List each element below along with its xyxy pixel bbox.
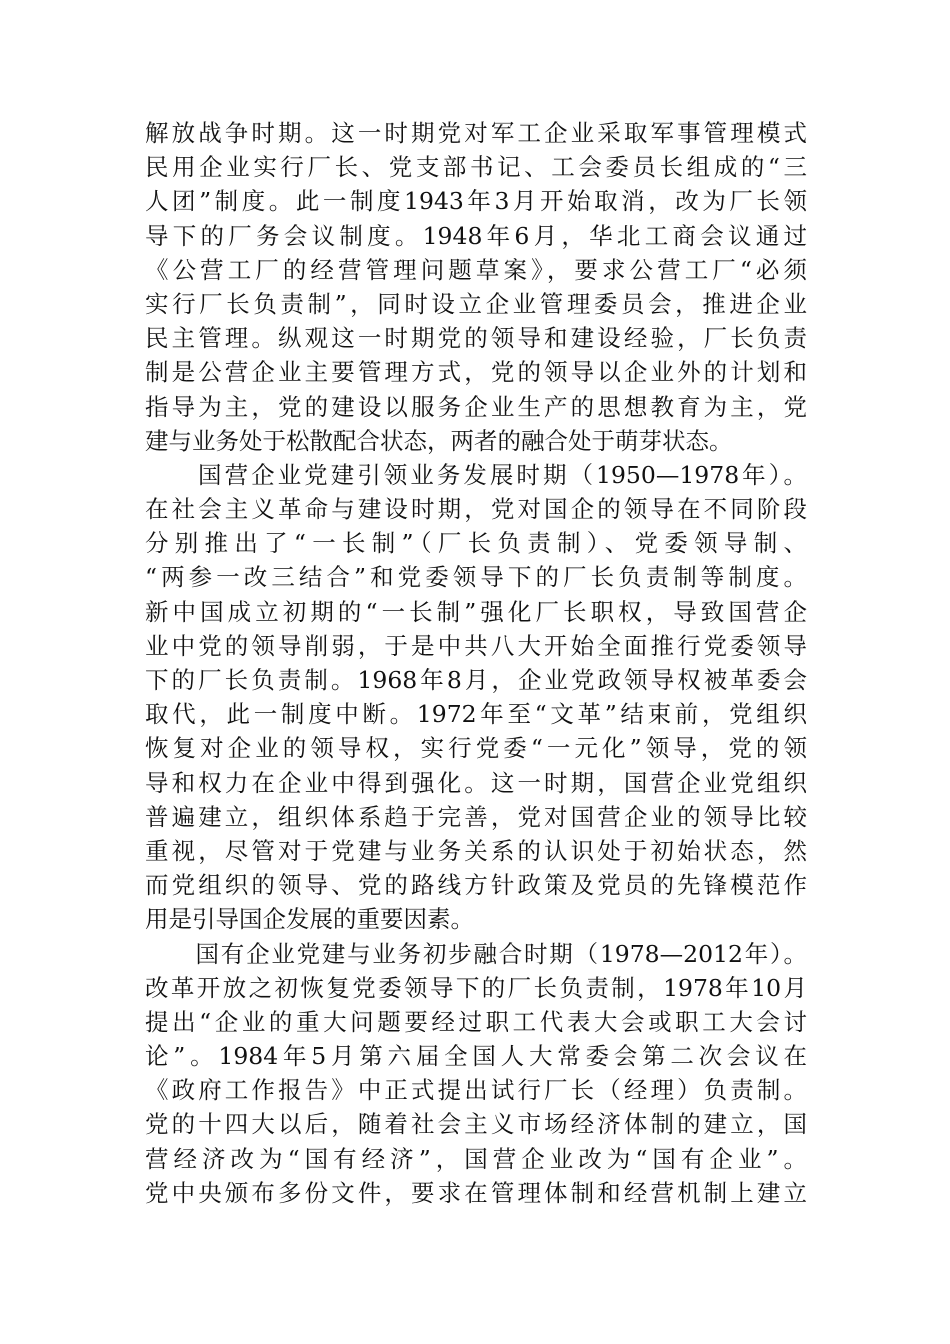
text-line: 重视，尽管对于党建与业务关系的认识处于初始状态，然 xyxy=(145,836,807,865)
text-line: 导下的厂务会议制度。1948年6月，华北工商会议通过 xyxy=(145,221,807,250)
text-line: 下的厂长负责制。1968年8月，企业党政领导权被革委会 xyxy=(145,666,807,694)
text-line: 指导为主，党的建设以服务企业生产的思想教育为主，党 xyxy=(145,392,807,421)
text-line: 改革开放之初恢复党委领导下的厂长负责制，1978年10月 xyxy=(145,973,807,1002)
text-line: 实行厂长负责制”，同时设立企业管理委员会，推进企业 xyxy=(145,289,807,318)
paragraph-heading-line: 国营企业党建引领业务发展时期（1950—1978年）。 xyxy=(145,460,807,489)
text-line: 分别推出了“一长制”（厂长负责制）、党委领导制、 xyxy=(145,529,807,558)
text-line: 论”。1984年5月第六届全国人大常委会第二次会议在 xyxy=(145,1042,807,1071)
text-line: 提出“企业的重大问题要经过职工代表大会或职工大会讨 xyxy=(145,1007,807,1036)
text-line: 普遍建立，组织体系趋于完善，党对国营企业的领导比较 xyxy=(145,802,807,831)
text-line: 建与业务处于松散配合状态，两者的融合处于萌芽状态。 xyxy=(145,426,733,455)
paragraph-heading-line: 国有企业党建与业务初步融合时期（1978—2012年）。 xyxy=(145,939,807,968)
text-line: 民主管理。纵观这一时期党的领导和建设经验，厂长负责 xyxy=(145,324,807,353)
text-line: 新中国成立初期的“一长制”强化厂长职权，导致国营企 xyxy=(145,597,807,626)
text-line: 恢复对企业的领导权，实行党委“一元化”领导，党的领 xyxy=(145,734,807,763)
text-line: 在社会主义革命与建设时期，党对国企的领导在不同阶段 xyxy=(145,495,807,524)
text-line: 用是引导国企发展的重要因素。 xyxy=(145,905,474,934)
text-line: 《公营工厂的经营管理问题草案》，要求公营工厂“必须 xyxy=(145,255,807,284)
text-line: 人团”制度。此一制度1943年3月开始取消，改为厂长领 xyxy=(145,187,807,216)
text-line: 取代，此一制度中断。1972年至“文革”结束前，党组织 xyxy=(145,700,807,729)
text-line: 《政府工作报告》中正式提出试行厂长（经理）负责制。 xyxy=(145,1076,807,1105)
text-line: 党中央颁布多份文件，要求在管理体制和经营机制上建立 xyxy=(145,1178,807,1207)
text-line: 而党组织的领导、党的路线方针政策及党员的先锋模范作 xyxy=(145,871,807,900)
text-line: 制是公营企业主要管理方式，党的领导以企业外的计划和 xyxy=(145,358,807,387)
text-line: 业中党的领导削弱，于是中共八大开始全面推行党委领导 xyxy=(145,631,807,660)
text-line: 解放战争时期。这一时期党对军工企业采取军事管理模式 xyxy=(145,119,807,147)
text-line: 党的十四大以后，随着社会主义市场经济体制的建立，国 xyxy=(145,1110,807,1139)
text-line: 导和权力在企业中得到强化。这一时期，国营企业党组织 xyxy=(145,768,807,797)
text-line: 民用企业实行厂长、党支部书记、工会委员长组成的“三 xyxy=(145,153,807,182)
text-line: “两参一改三结合”和党委领导下的厂长负责制等制度。 xyxy=(145,563,807,592)
body-text xyxy=(145,116,807,1210)
text-line: 营经济改为“国有经济”，国营企业改为“国有企业”。 xyxy=(145,1144,807,1173)
